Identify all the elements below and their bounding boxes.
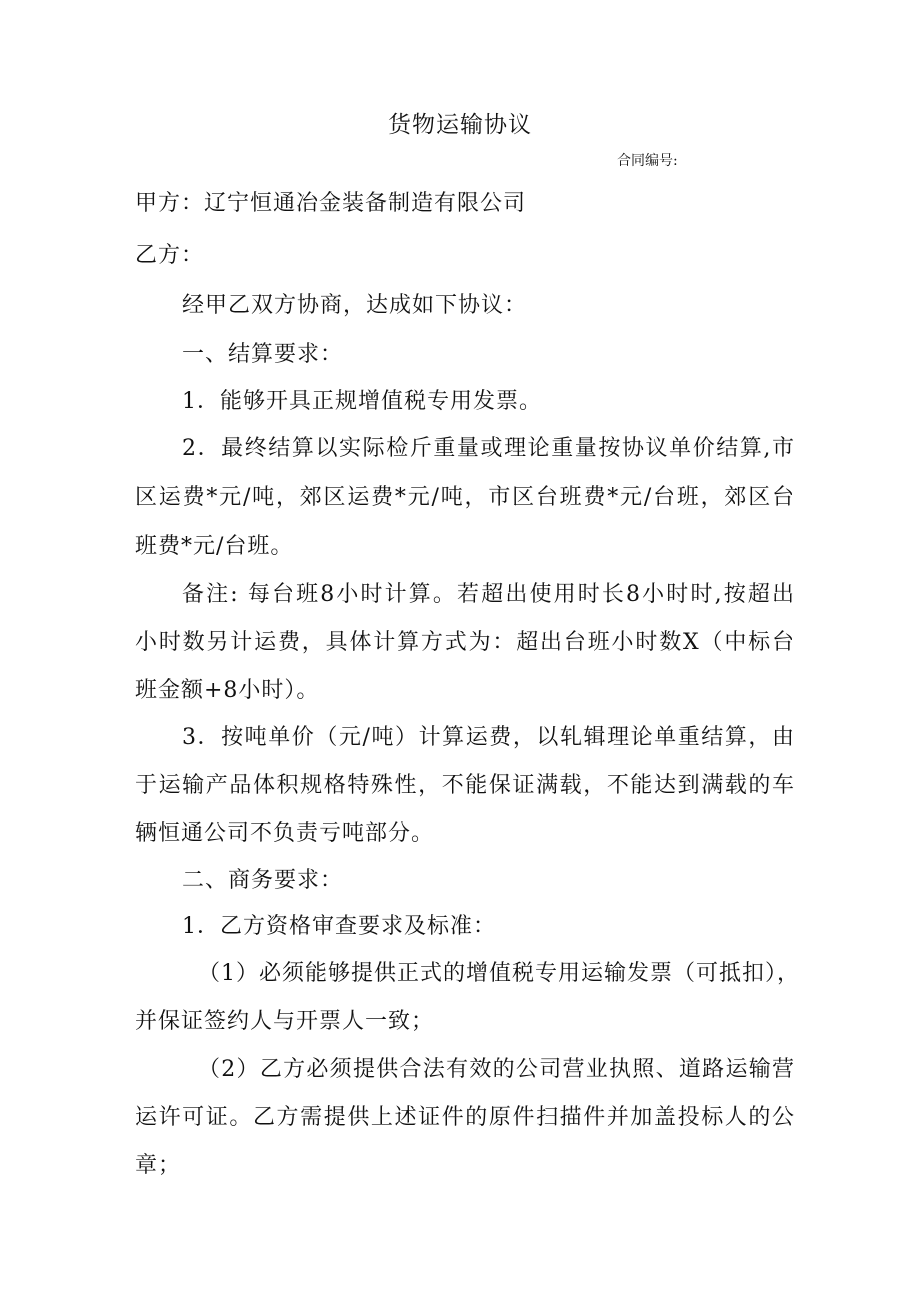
section1-item3-line: 3．按吨单价（元/吨）计算运费，以轧辑理论单重结算，由 <box>182 725 795 750</box>
section2-item1: 1．乙方资格审查要求及标准： <box>182 914 496 939</box>
contract-number-label: 合同编号: <box>617 153 678 169</box>
intro-paragraph: 经甲乙双方协商，达成如下协议： <box>182 293 528 318</box>
section1-item3-line: 辆恒通公司不负责亏吨部分。 <box>135 821 435 846</box>
section2-sub2-line: （2）乙方必须提供合法有效的公司营业执照、道路运输营 <box>198 1057 795 1082</box>
section1-note-line: 小时数另计运费，具体计算方式为：超出台班小时数X（中标台 <box>135 630 795 655</box>
section2-sub2-line: 运许可证。乙方需提供上述证件的原件扫描件并加盖投标人的公 <box>135 1105 795 1130</box>
section1-heading: 一、结算要求： <box>182 342 344 367</box>
section2-sub1-line: （1）必须能够提供正式的增值税专用运输发票（可抵扣）， <box>198 961 800 986</box>
section2-sub2-line: 章； <box>135 1153 182 1178</box>
section2-sub1-line: 并保证签约人与开票人一致； <box>135 1009 435 1034</box>
section1-item3-line: 于运输产品体积规格特殊性，不能保证满载，不能达到满载的车 <box>135 773 795 798</box>
section1-note-line: 备注: 每台班8小时计算。若超出使用时长8小时时,按超出 <box>182 582 795 607</box>
section2-heading: 二、商务要求： <box>182 868 344 893</box>
section1-item2-line: 区运费*元/吨，郊区运费*元/吨，市区台班费*元/台班，郊区台 <box>135 485 795 510</box>
party-b: 乙方： <box>135 243 205 268</box>
section1-item2-line: 2．最终结算以实际检斤重量或理论重量按协议单价结算,市 <box>182 436 795 461</box>
section1-note-line: 班金额+8小时）。 <box>135 678 320 703</box>
party-a: 甲方：辽宁恒通冶金装备制造有限公司 <box>135 191 527 216</box>
section1-item1: 1．能够开具正规增值税专用发票。 <box>182 389 542 414</box>
section1-item2-line: 班费*元/台班。 <box>135 534 294 559</box>
document-title: 货物运输协议 <box>388 112 532 138</box>
